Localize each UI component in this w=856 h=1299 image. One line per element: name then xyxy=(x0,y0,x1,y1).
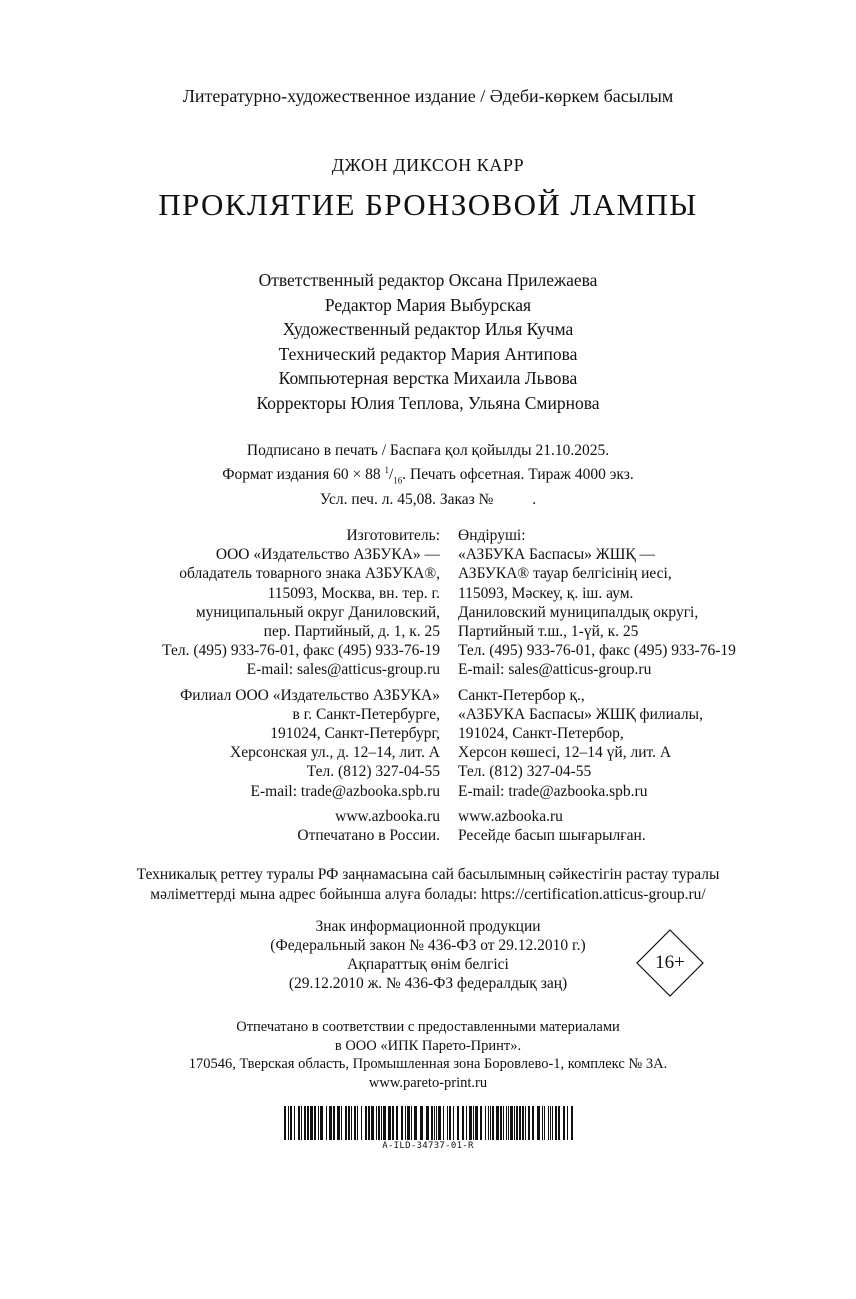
text-line: «АЗБУКА Баспасы» ЖШҚ — xyxy=(458,546,656,564)
branch-ru xyxy=(162,686,440,801)
text-line: в г. Санкт-Петербурге, xyxy=(292,705,440,723)
column-russian xyxy=(162,526,440,851)
text-line: муниципальный округ Даниловский, xyxy=(195,603,440,621)
web-ru xyxy=(162,807,440,845)
text-line: Изготовитель: xyxy=(346,527,440,544)
text-line: (Федеральный закон № 436-ФЗ от 29.12.2010 г.) xyxy=(270,937,586,954)
text-line: E-mail: trade@azbooka.spb.ru xyxy=(458,782,648,800)
text-line: www.azbooka.ru xyxy=(335,807,440,825)
text-line: Тел. (495) 933-76-01, факс (495) 933-76-19 xyxy=(458,642,736,660)
text-line: E-mail: sales@atticus-group.ru xyxy=(246,661,440,679)
format-line xyxy=(0,461,856,491)
text-line: ООО «Издательство АЗБУКА» — xyxy=(215,546,440,564)
staff-line: Редактор Мария Выбурская xyxy=(324,294,532,315)
text-line: Ақпараттық өнім белгісі xyxy=(347,956,509,973)
barcode xyxy=(284,1106,574,1140)
text-line: Тел. (495) 933-76-01, факс (495) 933-76-19 xyxy=(162,642,440,660)
staff-line: Технический редактор Мария Антипова xyxy=(278,343,578,364)
printer-info xyxy=(0,1018,856,1092)
text-line: Херсонская ул., д. 12–14, лит. А xyxy=(230,744,440,762)
age-rating-label: 16+ xyxy=(655,952,685,973)
signed-to-print: Подписано в печать / Баспаға қол қойылды 21.10.2025. xyxy=(246,442,610,459)
staff-line: Корректоры Юлия Теплова, Ульяна Смирнова xyxy=(256,392,600,413)
text-line: Санкт-Петербор қ., xyxy=(458,686,585,704)
text-line: E-mail: sales@atticus-group.ru xyxy=(458,661,652,679)
branch-kz xyxy=(458,686,736,801)
format-slash: / xyxy=(388,465,394,483)
genre-line: Литературно-художественное издание / Әдеби-көркем басылым xyxy=(182,86,674,106)
text-line: 191024, Санкт-Петербург, xyxy=(270,725,440,743)
text-line: Филиал ООО «Издательство АЗБУКА» xyxy=(180,686,440,704)
staff-credits xyxy=(0,268,856,415)
text-line: пер. Партийный, д. 1, к. 25 xyxy=(263,623,440,641)
text-line: мәліметтерді мына адрес бойынша алуға болады: https://certification.atticus-group.ru/ xyxy=(150,886,706,903)
text-line: «АЗБУКА Баспасы» ЖШҚ филиалы, xyxy=(458,705,703,723)
column-kazakh xyxy=(458,526,736,851)
author-name: ДЖОН ДИКСОН КАРР xyxy=(331,155,525,175)
text-line: 191024, Санкт-Петербор, xyxy=(458,725,624,743)
format-numerator: 1 xyxy=(384,464,389,475)
text-line: www.azbooka.ru xyxy=(458,807,563,825)
staff-line: Компьютерная верстка Михаила Львова xyxy=(278,368,578,388)
text-line: Ресейде басып шығарылған. xyxy=(458,827,646,845)
text-line: Знак информационной продукции xyxy=(315,918,541,935)
staff-line: Художественный редактор Илья Кучма xyxy=(282,319,574,339)
text-line: Техникалық реттеу туралы РФ заңнамасына сай басылымның сәйкестігін растау туралы xyxy=(136,866,720,883)
manufacturer-ru xyxy=(162,526,440,680)
book-title: ПРОКЛЯТИЕ БРОНЗОВОЙ ЛАМПЫ xyxy=(158,187,698,222)
print-info xyxy=(0,441,856,510)
text-line: www.pareto-print.ru xyxy=(368,1074,488,1091)
text-line: Херсон көшесі, 12–14 үй, лит. А xyxy=(458,744,672,762)
barcode-text: A-ILD-34737-01-R xyxy=(382,1141,474,1151)
text-line: E-mail: trade@azbooka.spb.ru xyxy=(250,782,440,800)
sheets-order: Усл. печ. л. 45,08. Заказ № . xyxy=(319,491,537,509)
text-line: 115093, Мәскеу, қ. іш. аум. xyxy=(458,584,634,602)
text-line: 170546, Тверская область, Промышленная зона Боровлево-1, комплекс № 3А. xyxy=(188,1056,668,1072)
text-line: Тел. (812) 327-04-55 xyxy=(306,763,440,781)
format-denominator: 16 xyxy=(393,474,403,485)
web-kz xyxy=(458,807,736,845)
info-product-sign xyxy=(228,917,628,993)
certification-note xyxy=(0,865,856,905)
text-line: Тел. (812) 327-04-55 xyxy=(458,763,592,781)
age-rating-badge xyxy=(636,929,704,997)
text-line: Партийный т.ш., 1-үй, к. 25 xyxy=(458,623,639,641)
format-suffix: . Печать офсетная. Тираж 4000 экз. xyxy=(402,465,634,483)
text-line: 115093, Москва, вн. тер. г. xyxy=(267,584,440,602)
text-line: Отпечатано в соответствии с предоставленными материалами xyxy=(236,1019,620,1035)
staff-line: Ответственный редактор Оксана Прилежаева xyxy=(258,270,598,290)
format-prefix: Формат издания 60 × 88 xyxy=(222,465,385,483)
text-line: Өндіруші: xyxy=(458,527,526,544)
text-line: обладатель товарного знака АЗБУКА®, xyxy=(179,565,440,583)
manufacturer-kz xyxy=(458,526,736,680)
text-line: (29.12.2010 ж. № 436-ФЗ федералдық заң) xyxy=(288,975,568,992)
text-line: в ООО «ИПК Парето-Принт». xyxy=(334,1037,522,1054)
text-line: Даниловский муниципалдық округі, xyxy=(458,603,699,621)
text-line: Отпечатано в России. xyxy=(297,827,440,845)
text-line: АЗБУКА® тауар белгісінің иесі, xyxy=(458,565,672,583)
